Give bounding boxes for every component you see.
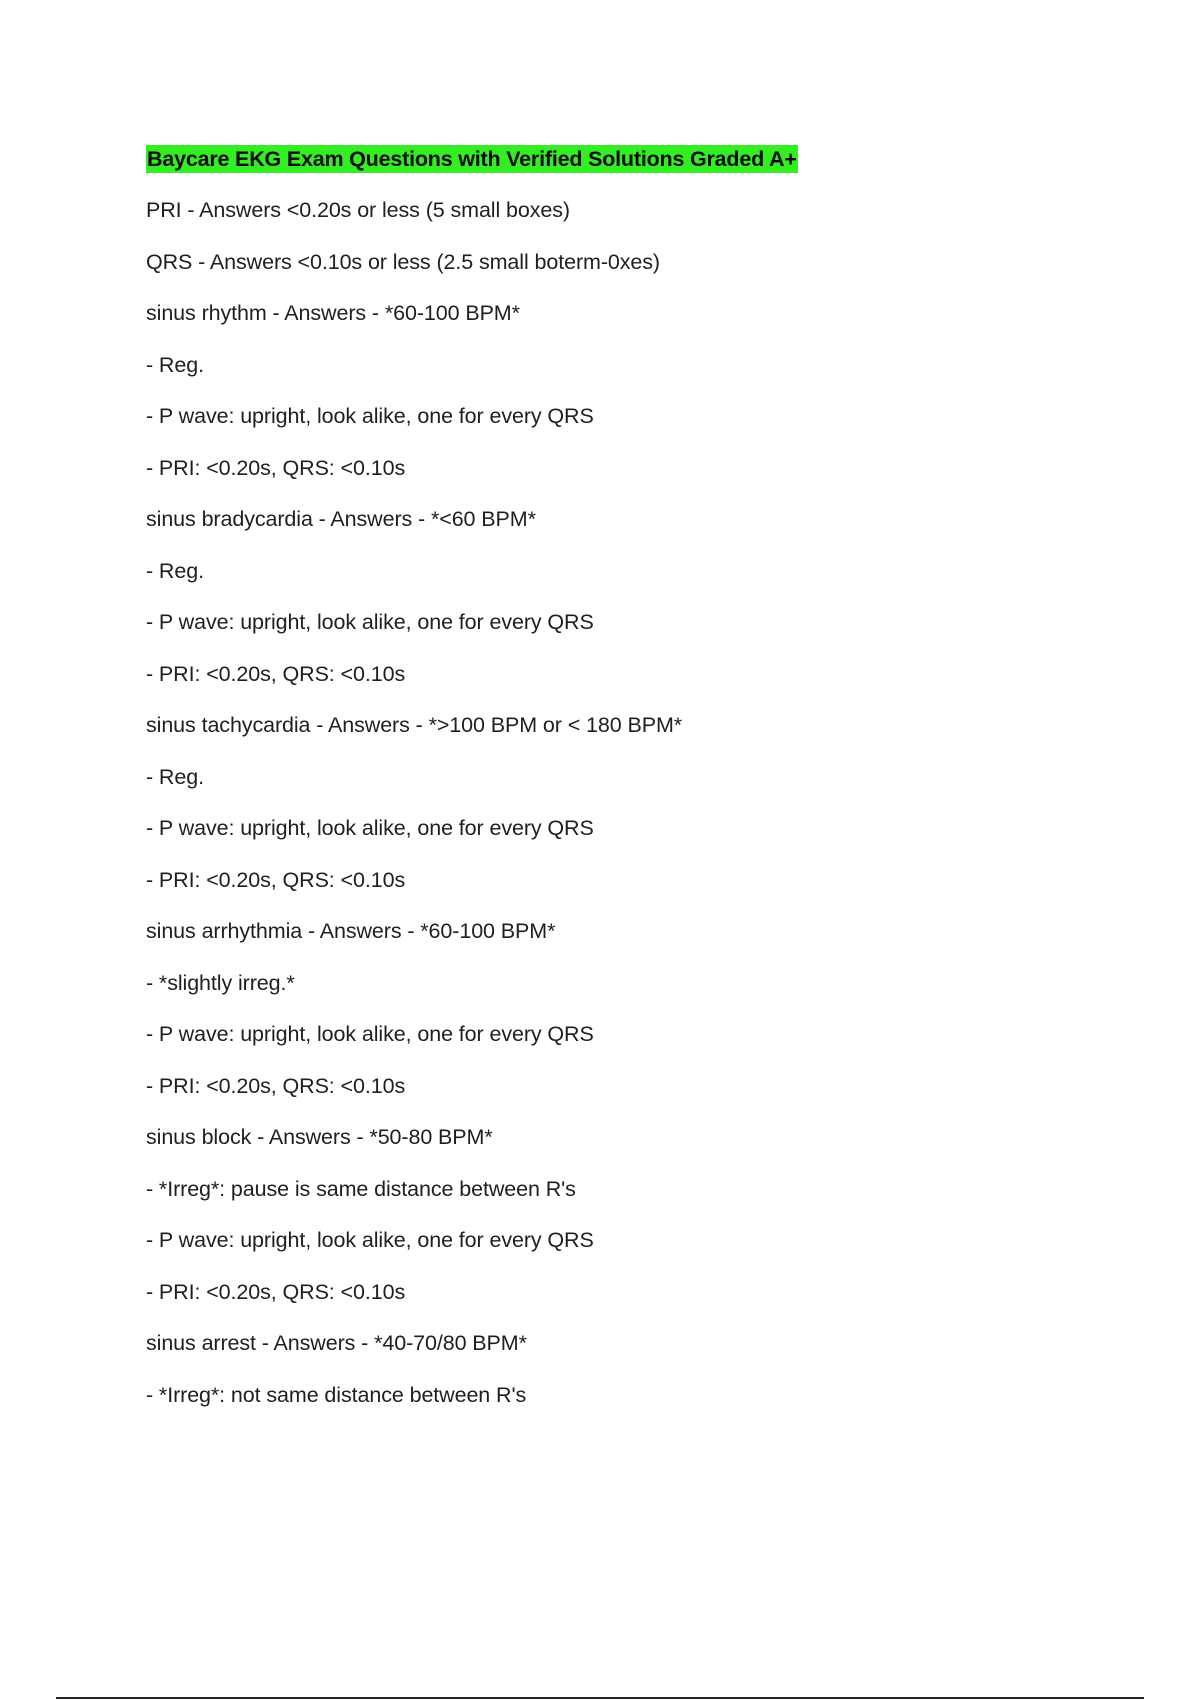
qa-line: - PRI: <0.20s, QRS: <0.10s xyxy=(146,661,406,686)
qa-line: sinus tachycardia - Answers - *>100 BPM or < 180 BPM* xyxy=(146,713,683,737)
qa-line: - *Irreg*: pause is same distance between R's xyxy=(146,1176,576,1201)
qa-line: - PRI: <0.20s, QRS: <0.10s xyxy=(146,1279,406,1304)
qa-line: - PRI: <0.20s, QRS: <0.10s xyxy=(146,867,406,892)
qa-list xyxy=(146,196,1126,1409)
document-content xyxy=(146,145,1126,1409)
qa-line: - *slightly irreg.* xyxy=(146,970,295,995)
qa-line: - PRI: <0.20s, QRS: <0.10s xyxy=(146,455,406,480)
document-title: Baycare EKG Exam Questions with Verified Solutions Graded A+ xyxy=(147,147,797,171)
qa-line: sinus arrhythmia - Answers - *60-100 BPM* xyxy=(146,919,556,943)
footer-divider xyxy=(56,1697,1144,1699)
qa-line: sinus rhythm - Answers - *60-100 BPM* xyxy=(146,301,520,325)
qa-line: - P wave: upright, look alike, one for every QRS xyxy=(146,1022,594,1046)
qa-line: - P wave: upright, look alike, one for every QRS xyxy=(146,1228,594,1252)
qa-line: - P wave: upright, look alike, one for every QRS xyxy=(146,610,594,634)
qa-line: - Reg. xyxy=(146,352,204,377)
qa-line: - Reg. xyxy=(146,558,204,583)
qa-line: sinus bradycardia - Answers - *<60 BPM* xyxy=(146,507,536,531)
qa-line: sinus block - Answers - *50-80 BPM* xyxy=(146,1125,493,1149)
qa-line: - Reg. xyxy=(146,764,204,789)
qa-line: PRI - Answers <0.20s or less (5 small boxes) xyxy=(146,198,570,222)
qa-line: sinus arrest - Answers - *40-70/80 BPM* xyxy=(146,1331,527,1355)
qa-line: - *Irreg*: not same distance between R's xyxy=(146,1382,527,1407)
qa-line: - P wave: upright, look alike, one for every QRS xyxy=(146,404,594,428)
qa-line: - PRI: <0.20s, QRS: <0.10s xyxy=(146,1073,406,1098)
qa-line: - P wave: upright, look alike, one for every QRS xyxy=(146,816,594,840)
qa-line: QRS - Answers <0.10s or less (2.5 small boterm-0xes) xyxy=(146,249,660,274)
